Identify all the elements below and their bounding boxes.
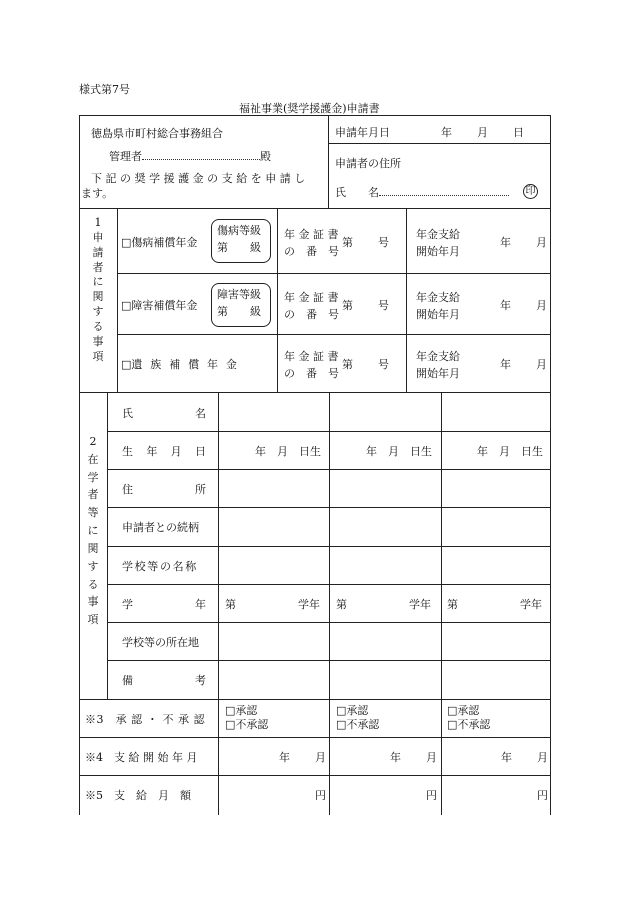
rule [441,392,442,815]
rule [406,208,407,392]
certificate-number-prefix: 第 [342,236,353,249]
form-number: 様式第7号 [79,83,130,96]
certificate-number-prefix: 第 [342,358,353,371]
manager-label: 管理者 [109,150,142,163]
start-year-unit: 年 [500,236,511,249]
rule [218,392,219,815]
row-label-school-name: 学校等の名称 [122,560,198,573]
payment-start-month: 月 [315,751,326,764]
start-month-unit: 月 [536,299,547,312]
application-form [79,115,551,815]
grade-prefix: 第 [225,598,236,611]
amount-unit: 円 [426,789,437,802]
birth-date-field[interactable]: 年 月 日生 [366,445,432,458]
payment-start-year: 年 [279,751,290,764]
date-year-unit: 年 [441,126,452,139]
rule [328,115,329,208]
amount-unit: 円 [315,789,326,802]
payment-start-month: 月 [537,751,548,764]
grade-label: 傷病等級 [217,224,261,237]
pension-start-label: 年金支給 開始年月 [416,291,460,321]
statement-line1: 下記の奨学援護金の支給を申請し [91,172,309,185]
rule [277,208,278,392]
row-label-name: 氏 名 [122,407,206,420]
label-char: 者 [92,260,104,274]
rule [79,208,551,209]
checkbox-icon[interactable]: □ [121,358,132,371]
label-char: 事 [92,334,104,348]
payment-start-year: 年 [390,751,401,764]
certificate-number-suffix: 号 [378,236,389,249]
manager-name-field[interactable] [142,149,260,160]
addressee: 徳島県市町村総合事務組合 [91,127,223,140]
rule [79,775,551,776]
rule [117,208,118,392]
statement-line2: ます。 [81,187,114,200]
label-char: 請 [92,245,104,259]
approve-checkbox[interactable]: □承認 [225,704,258,717]
row-label-birth: 生 年 月 日 [122,445,206,458]
monthly-amount-label: ※5 支 給 月 額 [85,789,191,802]
certificate-label: 年 金 証 書 の 番 号 [284,291,339,321]
reject-checkbox[interactable]: □不承認 [447,718,491,732]
label-char: 関 [92,290,104,304]
manager-line [109,148,271,164]
label-char: す [92,305,104,319]
label-char: る [92,319,104,333]
student-section-label: 2 在 学 者 等 に 関 す る 事 項 [79,433,107,629]
pension-type: 遺 族 補 償 年 金 [131,358,240,371]
rule [79,737,551,738]
name-line [335,184,509,200]
rule [79,115,551,116]
grade-field[interactable]: 第 級 [217,240,261,254]
approval-options[interactable] [447,704,490,733]
form-title: 福祉事業(奨学援護金)申請書 [239,102,380,115]
applicant-name-field[interactable] [379,185,509,196]
checkbox-icon[interactable]: □ [121,236,132,249]
section-number: 2 [89,435,97,448]
rule [550,115,551,815]
seal-mark: 印 [523,184,538,199]
grade-suffix: 学年 [520,598,542,611]
disability-pension-option[interactable] [121,297,197,313]
grade-prefix: 第 [447,598,458,611]
grade-suffix: 学年 [409,598,431,611]
label-char: 申 [92,230,104,244]
approve-checkbox[interactable]: □承認 [336,704,369,717]
start-year-unit: 年 [500,299,511,312]
start-month-unit: 月 [536,236,547,249]
grade-field[interactable]: 第 級 [217,304,261,318]
approve-checkbox[interactable]: □承認 [447,704,480,717]
birth-date-field[interactable]: 年 月 日生 [255,445,321,458]
certificate-label: 年 金 証 書 の 番 号 [284,350,339,380]
label-char: 項 [92,349,104,363]
pension-type: 障害補償年金 [131,299,198,312]
pension-start-label: 年金支給 開始年月 [416,228,460,258]
start-year-unit: 年 [500,358,511,371]
reject-checkbox[interactable]: □不承認 [336,718,380,732]
date-day-unit: 日 [513,126,524,139]
row-label-relation: 申請者との続柄 [122,521,199,534]
rule [117,273,551,274]
section-number: 1 [94,216,102,229]
injury-grade [217,223,261,256]
payment-start-label: ※4 支 給 開 始 年 月 [85,751,198,764]
grade-prefix: 第 [336,598,347,611]
row-label-school-address: 学校等の所在地 [122,636,199,649]
pension-start-label: 年金支給 開始年月 [416,350,460,380]
start-month-unit: 月 [536,358,547,371]
rule [328,143,551,144]
label-char: に [92,275,104,289]
reject-checkbox[interactable]: □不承認 [225,718,269,732]
amount-unit: 円 [537,789,548,802]
rule [117,334,551,335]
date-month-unit: 月 [477,126,488,139]
row-label-remarks: 備 考 [122,674,206,687]
certificate-number-prefix: 第 [342,299,353,312]
certificate-number-suffix: 号 [378,358,389,371]
grade-suffix: 学年 [298,598,320,611]
certificate-label: 年 金 証 書 の 番 号 [284,228,339,258]
checkbox-icon[interactable]: □ [121,299,132,312]
certificate-number-suffix: 号 [378,299,389,312]
rule [79,699,551,700]
name-label: 氏 名 [335,186,379,199]
row-label-grade: 学 年 [122,598,206,611]
pension-type: 傷病補償年金 [131,236,198,249]
rule [107,392,108,699]
payment-start-year: 年 [501,751,512,764]
approval-options[interactable] [336,704,379,733]
rule [79,392,551,393]
rule [329,392,330,815]
survivor-pension-option[interactable] [121,356,239,372]
approval-options[interactable] [225,704,268,733]
disability-grade [217,287,261,320]
date-label: 申請年月日 [335,126,390,139]
grade-label: 障害等級 [217,288,261,301]
birth-date-field[interactable]: 年 月 日生 [477,445,543,458]
payment-start-month: 月 [426,751,437,764]
row-label-address: 住 所 [122,483,206,496]
honorific: 殿 [260,150,271,163]
address-label: 申請者の住所 [335,157,401,170]
applicant-section-label [79,216,117,364]
injury-pension-option[interactable] [121,234,197,250]
approval-label: ※3 承 認 ・ 不 承 認 [85,713,206,726]
